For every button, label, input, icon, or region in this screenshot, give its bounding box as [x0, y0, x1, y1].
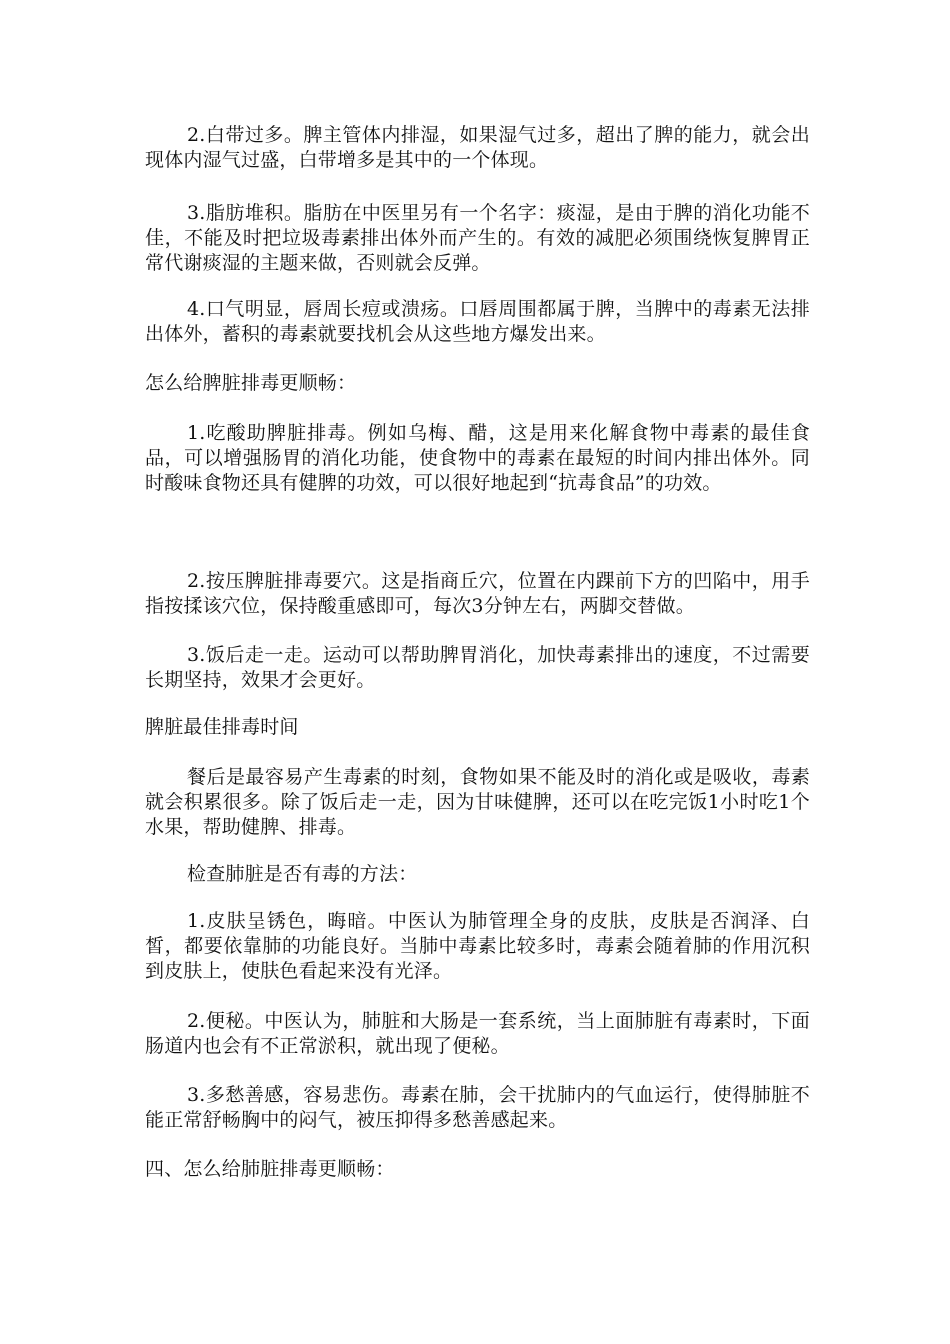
paragraph-acupoint: 2.按压脾脏排毒要穴。这是指商丘穴，位置在内踝前下方的凹陷中，用手指按揉该穴位，保持酸重感即可，每次3分钟左右，两脚交替做。	[145, 570, 810, 617]
heading-spleen-detox: 怎么给脾脏排毒更顺畅：	[145, 372, 357, 394]
paragraph-sour-food: 1.吃酸助脾脏排毒。例如乌梅、醋，这是用来化解食物中毒素的最佳食品，可以增强肠胃的消化功能，使食物中的毒素在最短的时间内排出体外。同时酸味食物还具有健脾的功效，可以很好地起到“抗毒食品”的功效。	[145, 422, 810, 494]
paragraph-bad-breath: 4.口气明显，唇周长痘或溃疡。口唇周围都属于脾，当脾中的毒素无法排出体外，蓄积的毒素就要找机会从这些地方爆发出来。	[145, 298, 810, 345]
heading-lung-detox: 四、怎么给肺脏排毒更顺畅：	[145, 1158, 395, 1180]
paragraph-leucorrhea: 2.白带过多。脾主管体内排湿，如果湿气过多，超出了脾的能力，就会出现体内湿气过盛，白带增多是其中的一个体现。	[145, 124, 810, 171]
heading-lung-check: 检查肺脏是否有毒的方法：	[187, 863, 418, 885]
paragraph-melancholy: 3.多愁善感，容易悲伤。毒素在肺，会干扰肺内的气血运行，使得肺脏不能正常舒畅胸中的闷气，被压抑得多愁善感起来。	[145, 1084, 810, 1131]
paragraph-fat-accumulation: 3.脂肪堆积。脂肪在中医里另有一个名字：痰湿，是由于脾的消化功能不佳，不能及时把垃圾毒素排出体外而产生的。有效的减肥必须围绕恢复脾胃正常代谢痰湿的主题来做，否则就会反弹。	[145, 202, 810, 274]
heading-spleen-detox-time: 脾脏最佳排毒时间	[145, 716, 299, 738]
paragraph-constipation: 2.便秘。中医认为，肺脏和大肠是一套系统，当上面肺脏有毒素时，下面肠道内也会有不正常淤积，就出现了便秘。	[145, 1010, 810, 1057]
paragraph-walk-after-meal: 3.饭后走一走。运动可以帮助脾胃消化，加快毒素排出的速度，不过需要长期坚持，效果才会更好。	[145, 644, 810, 691]
paragraph-skin-dull: 1.皮肤呈锈色，晦暗。中医认为肺管理全身的皮肤，皮肤是否润泽、白皙，都要依靠肺的功能良好。当肺中毒素比较多时，毒素会随着肺的作用沉积到皮肤上，使肤色看起来没有光泽。	[145, 910, 810, 982]
paragraph-after-meal: 餐后是最容易产生毒素的时刻，食物如果不能及时的消化或是吸收，毒素就会积累很多。除了饭后走一走，因为甘味健脾，还可以在吃完饭1小时吃1个水果，帮助健脾、排毒。	[145, 766, 810, 838]
